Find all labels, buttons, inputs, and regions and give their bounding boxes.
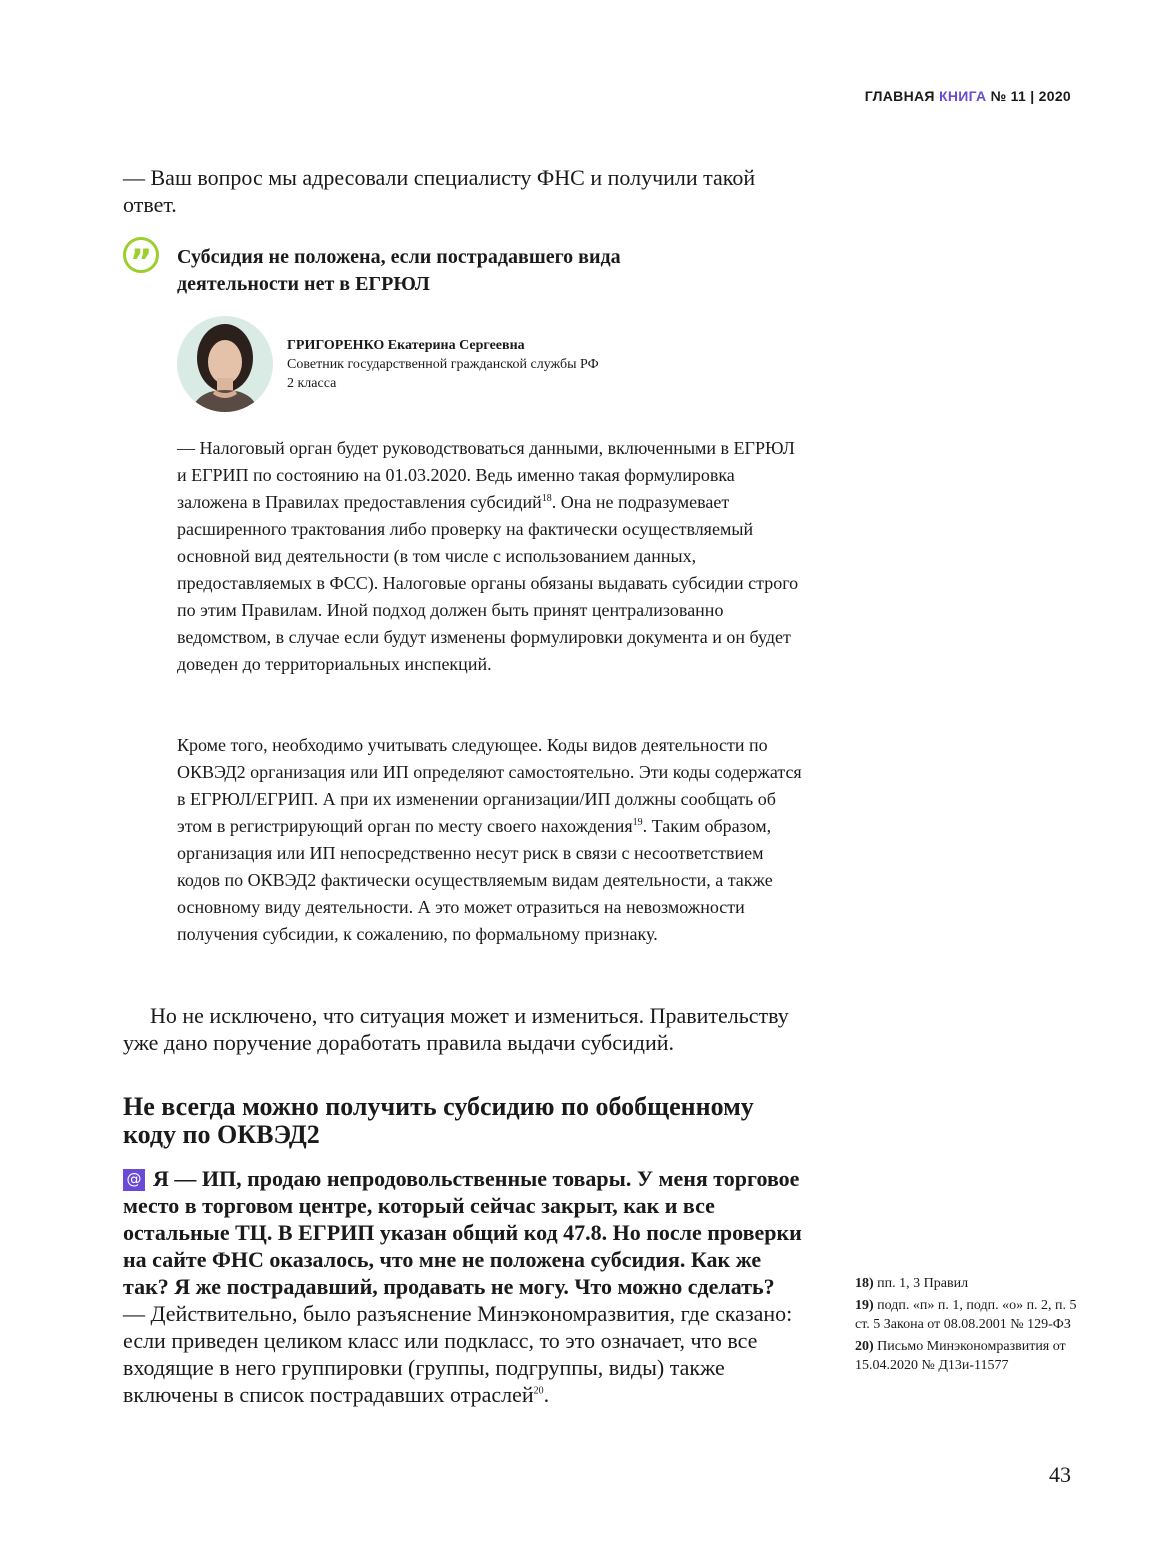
expert-name	[287, 336, 707, 355]
expert-given-name: Екатерина Сергеевна	[387, 338, 525, 353]
reader-question	[123, 1165, 803, 1300]
quote-title: Субсидия не положена, если пострадавшего вида деятельности нет в ЕГРЮЛ	[177, 246, 621, 295]
quote-paragraph-2	[177, 732, 803, 948]
footnote-18	[855, 1274, 1085, 1293]
expert-photo	[177, 316, 273, 412]
at-sign-icon: @	[123, 1169, 145, 1191]
quote-paragraph-1-cont: . Она не подразумевает расширенного трактования либо проверку на фактически осуществляемый основной вид деятельности (в том числе с использованием данных, предоставляемых в ФСС). Налоговые органы обязаны выдавать субсидии строго по этим Правилам. Иной подход должен быть принят централизованно ведомством, в случае если будут изменены формулировки документа и он будет доведен до территориальных инспекций.	[177, 492, 799, 674]
expert-position: Советник государственной гражданской службы РФ	[287, 357, 599, 372]
brand-main: ГЛАВНАЯ	[864, 88, 935, 104]
intro-paragraph: — Ваш вопрос мы адресовали специалисту ФНС и получили такой ответ.	[123, 165, 756, 217]
brand-accent: КНИГА	[938, 88, 987, 104]
avatar	[177, 316, 273, 412]
quote-mark-icon: ”	[123, 237, 159, 273]
expert-position-class: 2 класса	[287, 376, 337, 391]
footnote-text: подп. «п» п. 1, подп. «о» п. 2, п. 5 ст. 5 Закона от 08.08.2001 № 129-ФЗ	[855, 1298, 1077, 1332]
question-text: Я — ИП, продаю непродовольственные товары. У меня торговое место в торговом центре, который сейчас закрыт, как и все остальные ТЦ. В ЕГРИП указан общий код 47.8. Но после проверки на сайте ФНС оказалось, что мне не положена субсидия. Как же так? Я же пострадавший, продавать не могу. Что можно сделать?	[123, 1166, 802, 1299]
page-header	[865, 88, 1071, 104]
answer-text: — Действительно, было разъяснение Минэкономразвития, где сказано: если приведен целиком класс или подкласс, то это означает, что все входящие в него группировки (группы, подгруппы, виды) также включены в список пострадавших отраслей	[123, 1301, 793, 1407]
expert-surname: ГРИГОРЕНКО	[287, 338, 385, 353]
section-heading: Не всегда можно получить субсидию по обобщенному коду по ОКВЭД2	[123, 1092, 754, 1149]
footnote-19	[855, 1296, 1085, 1334]
quote-paragraph-1	[177, 435, 803, 678]
footnote-number: 20)	[855, 1339, 874, 1354]
footnote-number: 19)	[855, 1298, 874, 1313]
footnote-number: 18)	[855, 1276, 874, 1291]
answer-paragraph	[123, 1300, 803, 1408]
footnote-ref-19: 19	[632, 817, 643, 828]
quote-paragraph-2-text: Кроме того, необходимо учитывать следующее. Коды видов деятельности по ОКВЭД2 организация или ИП определяют самостоятельно. Эти коды содержатся в ЕГРЮЛ/ЕГРИП. А при их изменении организации/ИП должны сообщать об этом в регистрирующий орган по месту своего нахождения	[177, 735, 802, 836]
footnote-text: пп. 1, 3 Правил	[877, 1276, 969, 1291]
footnote-ref-18: 18	[541, 493, 552, 504]
footnote-20	[855, 1337, 1085, 1375]
quote-paragraph-1-text: — Налоговый орган будет руководствоваться данными, включенными в ЕГРЮЛ и ЕГРИП по состоянию на 01.03.2020. Ведь именно такая формулировка заложена в Правилах предоставления субсидий	[177, 438, 795, 512]
footnotes	[855, 1274, 1085, 1378]
expert-info	[287, 336, 707, 393]
after-quote-paragraph: Но не исключено, что ситуация может и измениться. Правительству уже дано поручение доработать правила выдачи субсидий.	[123, 1003, 789, 1055]
footnote-text: Письмо Минэкономразвития от 15.04.2020 № Д13и-11577	[855, 1339, 1066, 1373]
footnote-ref-20: 20	[533, 1385, 544, 1397]
answer-end: .	[543, 1382, 550, 1407]
page-number: 43	[1049, 1462, 1071, 1487]
issue-number: № 11 | 2020	[990, 88, 1071, 104]
quote-paragraph-2-cont: . Таким образом, организация или ИП непосредственно несут риск в связи с несоответствием кодов по ОКВЭД2 фактически осуществляемым видам деятельности, а также основному виду деятельности. А это может отразиться на невозможности получения субсидии, к сожалению, по формальному признаку.	[177, 816, 773, 944]
